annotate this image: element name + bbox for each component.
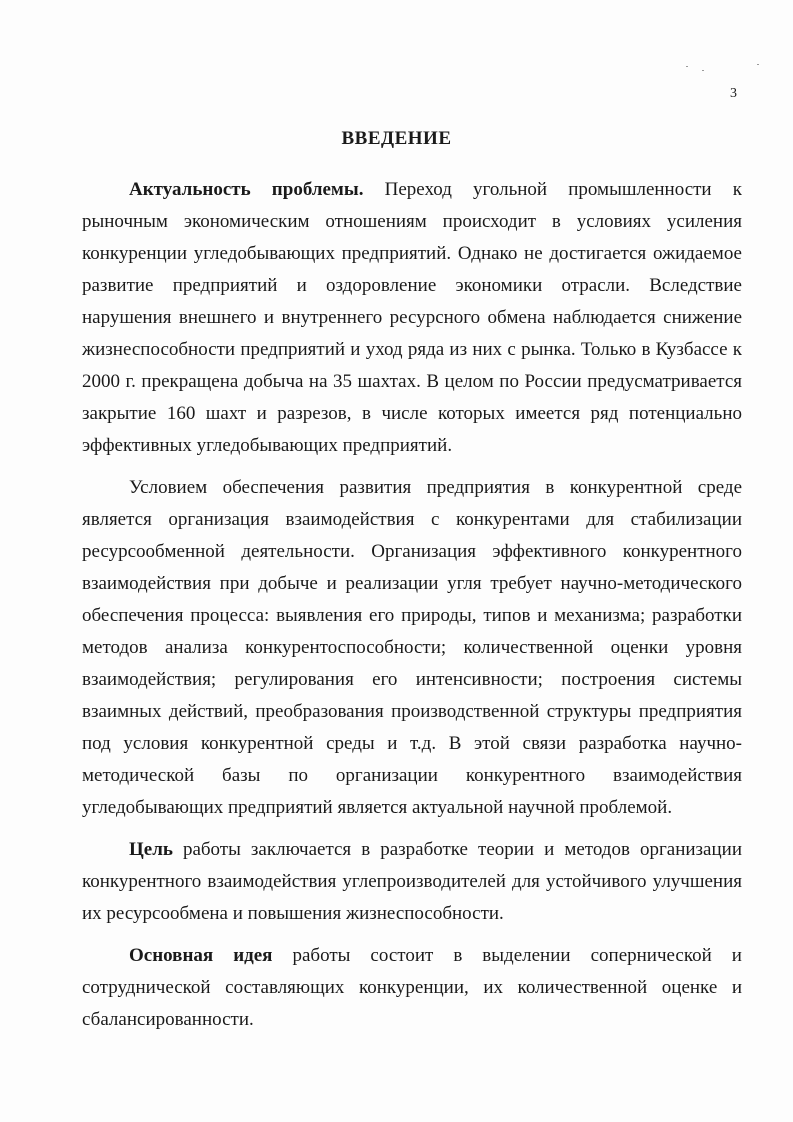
- paragraph-relevance: [82, 174, 742, 462]
- paragraph-text: Переход угольной промышленности к рыночным экономическим отношениям происходит в условиях усиления конкуренции угледобывающих предприятий. Однако не достигается ожидаемое развитие предприятий и оздоровление экономики отрасли. Вследствие нарушения внешнего и внутреннего ресурсного обмена наблюдается снижение жизнеспособности предприятий и уход ряда из них с рынка. Только в Кузбассе к 2000 г. прекращена добыча на 35 шахтах. В целом по России предусматривается закрытие 160 шахт и разрезов, в числе которых имеется ряд потенциально эффективных угледобывающих предприятий.: [82, 179, 743, 456]
- scan-speck: [702, 70, 704, 71]
- paragraph-main-idea: [82, 940, 742, 1036]
- paragraph-lead: Основная идея: [129, 945, 273, 966]
- paragraph-goal: [82, 834, 742, 930]
- scan-speck: [686, 66, 688, 67]
- paragraph-conditions: [82, 472, 742, 824]
- page-number: 3: [730, 86, 737, 101]
- scan-speck: [757, 64, 759, 65]
- body-text: [82, 174, 742, 1036]
- paragraph-lead: Актуальность проблемы.: [129, 179, 364, 200]
- paragraph-lead: Цель: [129, 839, 173, 860]
- paragraph-text: Условием обеспечения развития предприятия в конкурентной среде является организация взаимодействия с конкурентами для стабилизации ресурсообменной деятельности. Организация эффективного конкурентного взаимодействия при добыче и реализации угля требует научно-методического обеспечения процесса: выявления его природы, типов и механизма; разработки методов анализа конкурентоспособности; количественной оценки уровня взаимодействия; регулирования его интенсивности; построения системы взаимных действий, преобразования производственной структуры предприятия под условия конкурентной среды и т.д. В этой связи разработка научно-методической базы по организации конкурентного взаимодействия угледобывающих предприятий является актуальной научной проблемой.: [82, 477, 742, 818]
- page-title: ВВЕДЕНИЕ: [341, 128, 452, 149]
- paragraph-text: работы состоит в выделении сопернической и сотруднической составляющих конкуренции, их количественной оценке и сбалансированности.: [82, 945, 742, 1030]
- paragraph-text: работы заключается в разработке теории и методов организации конкурентного взаимодействия углепроизводителей для устойчивого улучшения их ресурсообмена и повышения жизнеспособности.: [82, 839, 742, 924]
